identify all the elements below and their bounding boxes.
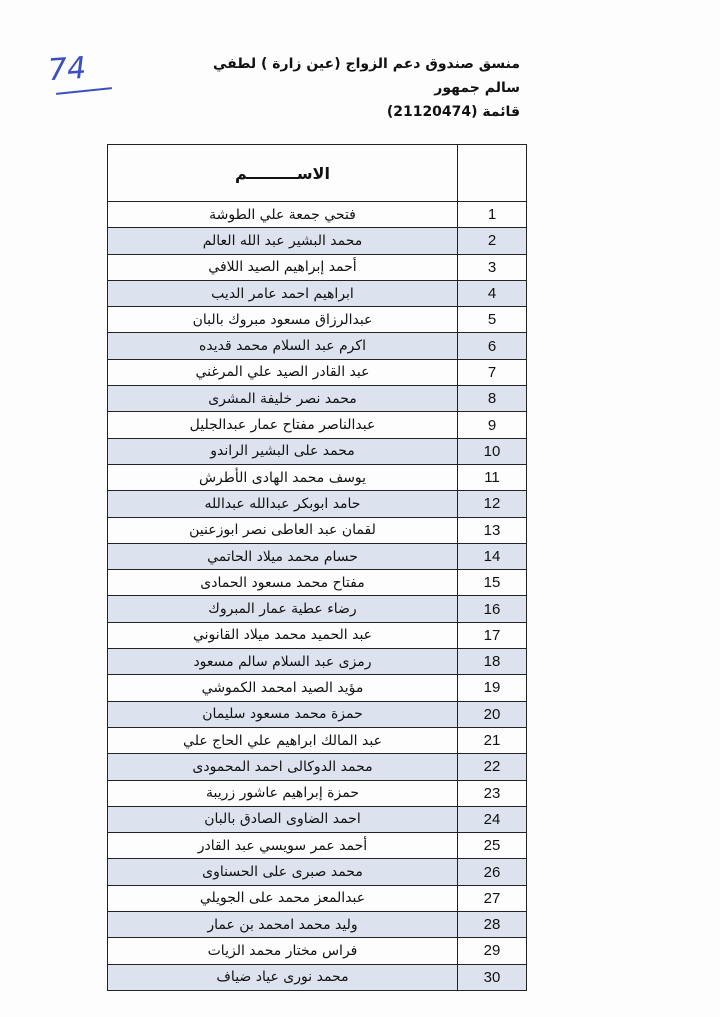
- handwritten-page-number: 74: [46, 50, 88, 89]
- table-row: [108, 307, 527, 333]
- row-number: 3: [458, 254, 527, 280]
- row-name: حسام محمد ميلاد الحاتمي: [108, 543, 458, 569]
- names-table: [107, 144, 527, 991]
- row-name: حامد ابوبكر عبدالله عبدالله: [108, 491, 458, 517]
- row-name: فتحي جمعة علي الطوشة: [108, 202, 458, 228]
- row-number: 30: [458, 964, 527, 990]
- row-name: محمد على البشير الراندو: [108, 438, 458, 464]
- table-row: [108, 280, 527, 306]
- row-name: عبد القادر الصيد علي المرغني: [108, 359, 458, 385]
- header-title: منسق صندوق دعم الزواج (عين زارة ) لطفي سالم جمهور: [213, 56, 520, 96]
- row-name: عبدالناصر مفتاح عمار عبدالجليل: [108, 412, 458, 438]
- table-row: [108, 780, 527, 806]
- row-number: 1: [458, 202, 527, 228]
- table-row: [108, 622, 527, 648]
- row-number: 8: [458, 386, 527, 412]
- table-row: [108, 833, 527, 859]
- handwritten-underline: [56, 87, 112, 95]
- table-row: [108, 359, 527, 385]
- row-number: 19: [458, 675, 527, 701]
- row-number: 23: [458, 780, 527, 806]
- row-name: فراس مختار محمد الزيات: [108, 938, 458, 964]
- table-row: [108, 202, 527, 228]
- row-name: مفتاح محمد مسعود الحمادى: [108, 570, 458, 596]
- row-name: احمد الضاوى الصادق بالبان: [108, 806, 458, 832]
- table-row: [108, 491, 527, 517]
- row-name: محمد نصر خليفة المشرى: [108, 386, 458, 412]
- row-name: محمد البشير عبد الله العالم: [108, 228, 458, 254]
- row-name: ابراهيم احمد عامر الديب: [108, 280, 458, 306]
- table-row: [108, 517, 527, 543]
- table-row: [108, 675, 527, 701]
- table-row: [108, 254, 527, 280]
- table-row: [108, 701, 527, 727]
- table-row: [108, 754, 527, 780]
- row-number: 29: [458, 938, 527, 964]
- table-row: [108, 649, 527, 675]
- row-name: أحمد عمر سويسي عبد القادر: [108, 833, 458, 859]
- table-row: [108, 386, 527, 412]
- row-name: محمد الدوكالى احمد المحمودى: [108, 754, 458, 780]
- row-name: حمزة محمد مسعود سليمان: [108, 701, 458, 727]
- table-row: [108, 333, 527, 359]
- row-number: 7: [458, 359, 527, 385]
- row-name: عبدالمعز محمد على الجويلي: [108, 885, 458, 911]
- table-header-row: [108, 145, 527, 202]
- table-row: [108, 228, 527, 254]
- row-number: 4: [458, 280, 527, 306]
- table-row: [108, 806, 527, 832]
- row-number: 26: [458, 859, 527, 885]
- row-number: 27: [458, 885, 527, 911]
- row-number: 16: [458, 596, 527, 622]
- table-row: [108, 543, 527, 569]
- row-name: رضاء عطية عمار المبروك: [108, 596, 458, 622]
- table-row: [108, 412, 527, 438]
- row-name: حمزة إبراهيم عاشور زريبة: [108, 780, 458, 806]
- table-row: [108, 570, 527, 596]
- table-row: [108, 885, 527, 911]
- row-number: 22: [458, 754, 527, 780]
- row-name: أحمد إبراهيم الصيد اللافي: [108, 254, 458, 280]
- row-name: لقمان عبد العاطى نصر ابوزعنين: [108, 517, 458, 543]
- table-row: [108, 438, 527, 464]
- row-number: 13: [458, 517, 527, 543]
- table-row: [108, 912, 527, 938]
- row-number: 2: [458, 228, 527, 254]
- row-number: 21: [458, 727, 527, 753]
- row-number: 25: [458, 833, 527, 859]
- row-name: عبد الحميد محمد ميلاد القانوني: [108, 622, 458, 648]
- row-name: رمزى عبد السلام سالم مسعود: [108, 649, 458, 675]
- row-number: 15: [458, 570, 527, 596]
- row-number: 28: [458, 912, 527, 938]
- row-number: 6: [458, 333, 527, 359]
- table-body: [108, 202, 527, 991]
- row-number: 9: [458, 412, 527, 438]
- document-header: [200, 52, 520, 124]
- row-number: 5: [458, 307, 527, 333]
- table-row: [108, 964, 527, 990]
- table-row: [108, 464, 527, 490]
- name-column-header: الاســـــــــم: [108, 145, 458, 202]
- row-name: يوسف محمد الهادى الأطرش: [108, 464, 458, 490]
- table-row: [108, 727, 527, 753]
- number-column-header: [458, 145, 527, 202]
- row-name: مؤيد الصيد امحمد الكموشي: [108, 675, 458, 701]
- table-row: [108, 859, 527, 885]
- row-number: 20: [458, 701, 527, 727]
- header-list-number: قائمة (21120474): [386, 104, 520, 120]
- row-number: 12: [458, 491, 527, 517]
- row-name: عبد المالك ابراهيم علي الحاج علي: [108, 727, 458, 753]
- row-number: 24: [458, 806, 527, 832]
- table-row: [108, 938, 527, 964]
- row-name: وليد محمد امحمد بن عمار: [108, 912, 458, 938]
- row-number: 14: [458, 543, 527, 569]
- row-name: محمد نورى عياد ضياف: [108, 964, 458, 990]
- table-row: [108, 596, 527, 622]
- row-number: 11: [458, 464, 527, 490]
- row-number: 17: [458, 622, 527, 648]
- row-name: اكرم عبد السلام محمد قديده: [108, 333, 458, 359]
- row-number: 18: [458, 649, 527, 675]
- row-name: عبدالرزاق مسعود مبروك بالبان: [108, 307, 458, 333]
- row-name: محمد صبرى على الحسناوى: [108, 859, 458, 885]
- row-number: 10: [458, 438, 527, 464]
